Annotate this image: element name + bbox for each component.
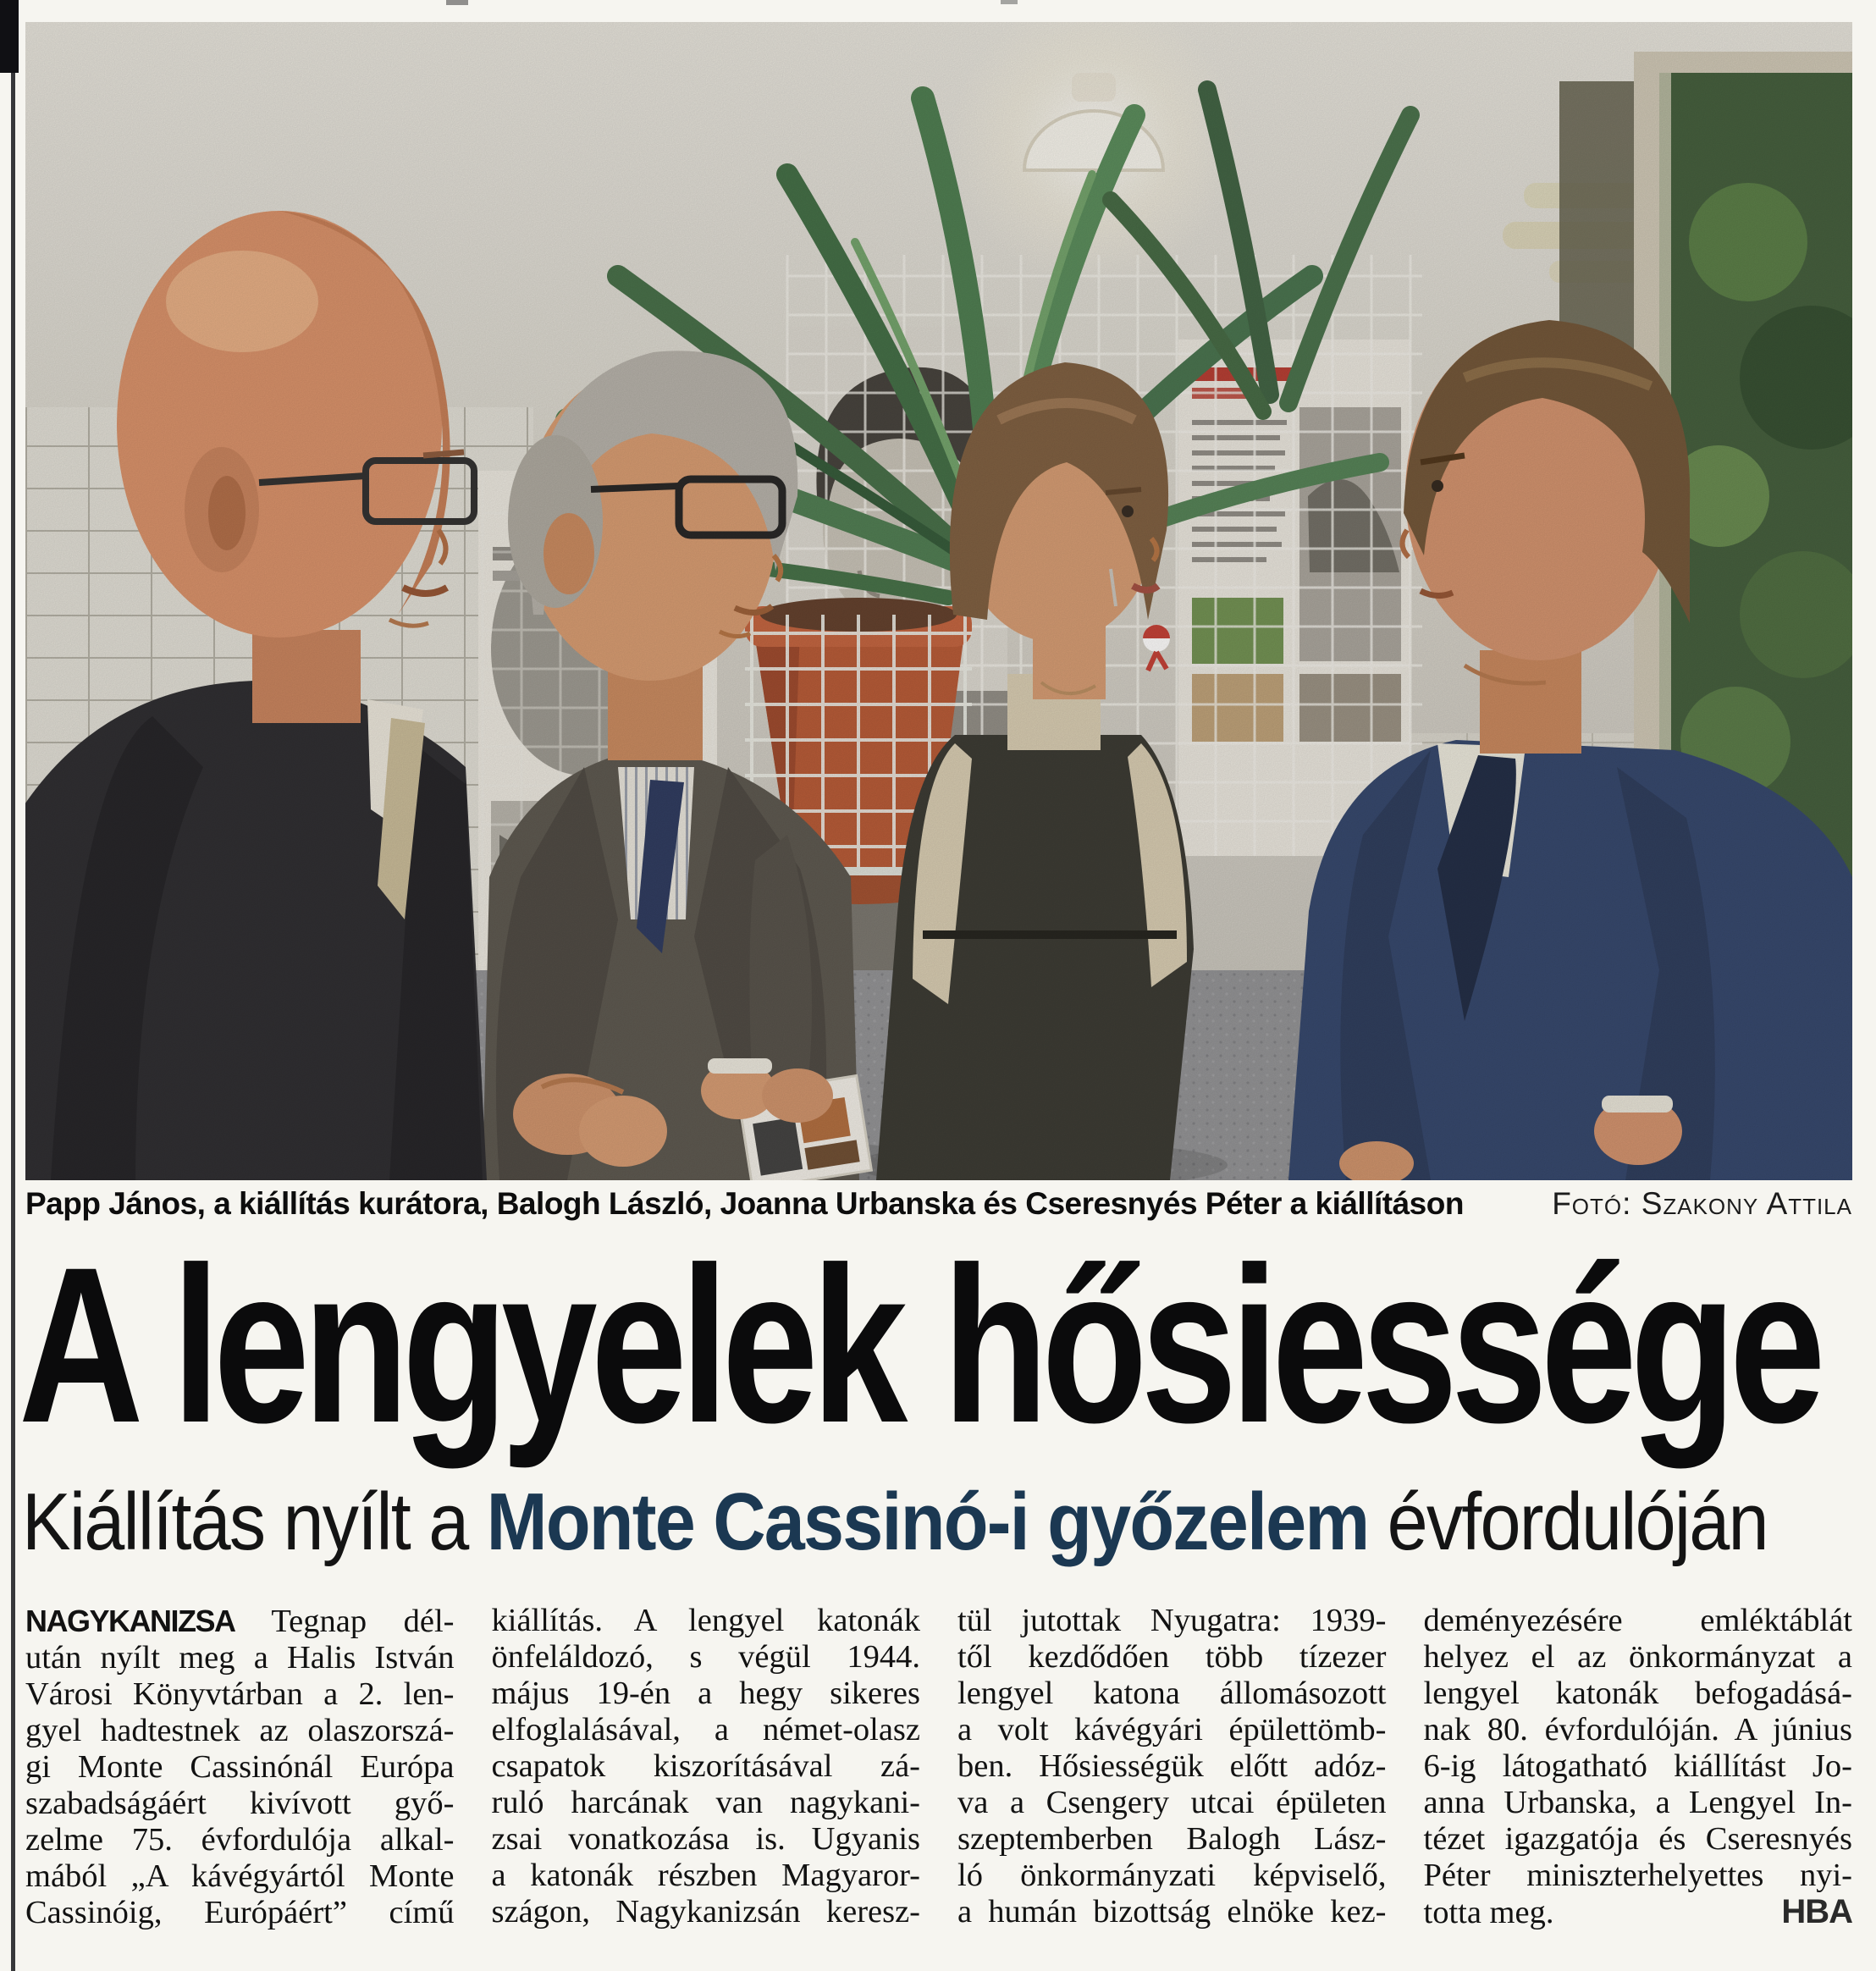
text-line: zelme 75. évfordulója alkal-: [25, 1822, 455, 1858]
text-line: gyel hadtestnek az olaszorszá-: [25, 1713, 455, 1748]
article-column-1: [25, 1603, 455, 1931]
text-line: ló önkormányzati képviselő,: [957, 1858, 1387, 1893]
text-line: szeptemberben Balogh Lász-: [957, 1821, 1387, 1857]
text-line: szágon, Nagykanizsán keresz-: [491, 1894, 920, 1930]
text-line: Cassinóig, Európáért” című: [25, 1895, 455, 1930]
photo-credit: Fotó: Szakony Attila: [1552, 1186, 1852, 1221]
text-line: a volt kávégyári épülettömb-: [957, 1712, 1387, 1747]
text-line: után nyílt meg a Halis István: [25, 1640, 455, 1676]
last-line-text: totta meg.: [1423, 1895, 1554, 1930]
text-line: Péter miniszterhelyettes nyi-: [1423, 1858, 1852, 1893]
article-columns: [25, 1603, 1852, 1931]
byline: HBA: [1781, 1893, 1852, 1930]
scan-edge-line: [11, 49, 15, 1971]
text-line: lengyel katona állomásozott: [957, 1676, 1387, 1711]
text-line: gi Monte Cassinónál Európa: [25, 1749, 455, 1785]
text-line: [1424, 1894, 1853, 1931]
text-line: Városi Könyvtárban a 2. len-: [25, 1676, 455, 1712]
text-line: szabadságáért kivívott győ-: [25, 1786, 455, 1821]
text-line: nak 80. évfordulóján. A június: [1423, 1712, 1852, 1747]
subheadline-highlight: Monte Cassinó-i győzelem: [486, 1477, 1369, 1567]
text-line: helyez el az önkormányzat a: [1423, 1639, 1852, 1675]
article-column-3: [957, 1603, 1387, 1931]
text-line: va a Csengery utcai épületen: [957, 1785, 1387, 1820]
text-line: május 19-én a hegy sikeres: [491, 1676, 920, 1711]
subheadline: [22, 1477, 1768, 1567]
text-line: lengyel katonák befogadásá-: [1423, 1676, 1852, 1711]
scan-speck: [446, 0, 468, 5]
headline: A lengyelek hősiessége: [19, 1221, 1819, 1469]
text-line: a katonák részben Magyaror-: [491, 1858, 920, 1893]
text-line: NAGYKANIZSA Tegnap dél-: [25, 1604, 455, 1639]
text-line: ben. Hősiességük előtt adóz-: [957, 1748, 1387, 1784]
text-line: 6-ig látogatható kiállítást Jo-: [1423, 1748, 1852, 1784]
subheadline-post: évfordulóján: [1387, 1477, 1768, 1567]
warm-cast: [25, 22, 1852, 1180]
text-line: deményezésére emléktáblát: [1423, 1603, 1852, 1638]
headline-wrap: [19, 1221, 1857, 1469]
text-line: kiállítás. A lengyel katonák: [491, 1603, 920, 1638]
text-line: től kezdődően több tízezer: [957, 1639, 1387, 1675]
lead-location: NAGYKANIZSA: [25, 1604, 235, 1638]
article-column-4: [1424, 1603, 1853, 1931]
scan-corner-mark: [0, 0, 19, 73]
photo-caption: Papp János, a kiállítás kurátora, Balogh László, Joanna Urbanska és Cseresnyés Péter a kiállításon: [25, 1186, 1464, 1221]
photo-caption-row: [25, 1186, 1852, 1222]
text-line: önfeláldozó, s végül 1944.: [491, 1639, 920, 1675]
article-column-2: [492, 1603, 921, 1931]
subheadline-pre: Kiállítás nyílt a: [22, 1477, 468, 1567]
text-line: zsai vonatkozása is. Ugyanis: [491, 1821, 920, 1857]
article-photo: [25, 22, 1852, 1180]
photo-illustration: [25, 22, 1852, 1180]
text-line: csapatok kiszorításával zá-: [491, 1748, 920, 1784]
text-line: tézet igazgatója és Cseresnyés: [1423, 1821, 1852, 1857]
subheadline-wrap: [22, 1477, 1859, 1582]
text-line: tül jutottak Nyugatra: 1939-: [957, 1603, 1387, 1638]
text-line: anna Urbanska, a Lengyel In-: [1423, 1785, 1852, 1820]
text-line: elfoglalásával, a német-olasz: [491, 1712, 920, 1747]
scan-speck: [1001, 0, 1018, 4]
text-line: mából „A kávégyártól Monte: [25, 1858, 455, 1894]
text-line: ruló harcának van nagykani-: [491, 1785, 920, 1820]
text-line: a humán bizottság elnöke kez-: [957, 1894, 1387, 1930]
